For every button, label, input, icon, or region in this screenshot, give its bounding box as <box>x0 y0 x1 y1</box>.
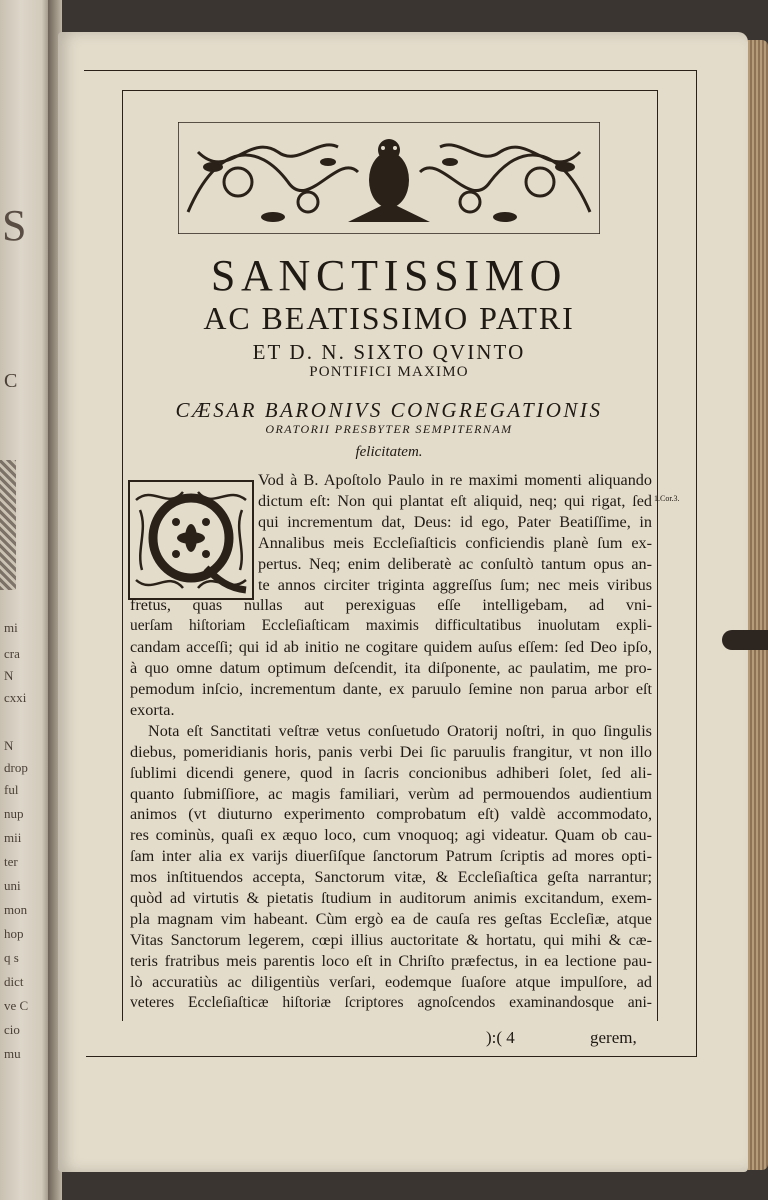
heading-line-1: SANCTISSIMO <box>210 251 568 300</box>
body-line: Vitas Sanctorum legerem, cœpi illius auctoritate & hortatu, qui mihi & cæ- <box>130 930 652 949</box>
facing-page-fragment: q s <box>4 950 19 965</box>
woodcut-headpiece <box>178 122 600 234</box>
dedication-line-2: ORATORII PRESBYTER SEMPITERNAM <box>265 422 513 436</box>
body-line: diebus, pomeridianis horis, panis verbi Dei ſic paruulis frangitur, vt non illo <box>130 742 652 761</box>
facing-page-fragment: ve C <box>4 998 29 1013</box>
facing-page-fragment: drop <box>4 760 28 775</box>
facing-page-fragment: hop <box>4 926 24 941</box>
heading-line-2: AC BEATISSIMO PATRI <box>203 300 575 336</box>
body-line: fretus, quas nullas aut perexiguas eſſe intelligebam, ad vni- <box>130 596 652 615</box>
body-line: ſublimi dicendi genere, quod in ſacris concionibus adhiberi ſolet, ſed ali- <box>130 763 652 782</box>
facing-page-ornament <box>0 460 16 590</box>
facing-page-fragment: mu <box>4 1046 21 1061</box>
facing-page-fragment: nup <box>4 806 24 821</box>
body-line: Nota eſt Sanctitati veſtræ vetus conſuetudo Oratorij noſtri, in quo ſingulis <box>148 721 652 740</box>
catchword: gerem, <box>590 1028 637 1047</box>
page-border-bottom <box>86 1056 696 1057</box>
body-line: lò accuratiùs ac diligentiùs verſari, eodemque ſuaſore atque impulſore, ad <box>130 972 652 991</box>
facing-page-fragment: cio <box>4 1022 20 1037</box>
facing-page-fragment: cxxi <box>4 690 27 705</box>
facing-page-fragment: ful <box>4 782 19 797</box>
body-line: veteres Eccleſiaſticæ hiſtoriæ ſcriptores agnoſcendos examinandosque ani- <box>130 993 652 1011</box>
body-line: qui incrementum dat, Deus: id ego, Pater Beatiſſime, in <box>258 512 652 531</box>
bookmark-tab <box>722 630 768 650</box>
body-line: exorta. <box>130 700 175 719</box>
decorated-initial-q <box>128 480 254 600</box>
body-line: animos (vt diuturno experimento comprobatum eſt) valdè accommodato, <box>130 805 652 824</box>
body-line: quanto ſubmiſſiore, ac magis familiari, verùm ad permouendos audientium <box>130 784 652 803</box>
facing-page-fragment: C <box>4 370 18 392</box>
facing-page-fragment: dict <box>4 974 24 989</box>
body-line: Vod à B. Apoſtolo Paulo in re maximi momenti aliquando <box>258 471 652 489</box>
body-line: ſam inter alia ex varijs diuerſiſque ſanctorum Patrum ſcriptis ad mores opti- <box>130 847 652 866</box>
body-line: Annalibus meis Eccleſiaſticis conficiendis planè ſum ex- <box>258 533 652 552</box>
body-line: uerſam hiſtoriam Eccleſiaſticam maximis difficultatibus inuolutam expli- <box>130 617 652 635</box>
facing-page-fragment: uni <box>4 878 21 893</box>
body-line: pla magnam vim habeant. Cùm ergò ea de cauſa res geſtas Eccleſiæ, atque <box>130 909 652 928</box>
body-line: mos inſtituendos accepta, Sanctorum vitæ, & Eccleſiaſtica geſta narrantur; <box>130 868 652 887</box>
heading-line-3: ET D. N. SIXTO QVINTO <box>252 340 526 364</box>
body-line: pemodum inſcio, incrementum dante, ex paruulo ſemine non parua arbor eſt <box>130 680 652 698</box>
body-line: à quo omne datum optimum deſcendit, ita diſponente, ac paulatim, me pro- <box>130 659 652 678</box>
body-line: res cominùs, quaſi ex æquo loco, cum vnoquoq; agi videatur. Quam ob cau- <box>130 826 652 845</box>
facing-page-fragment: cra <box>4 646 20 661</box>
facing-page-fragment: ter <box>4 854 18 869</box>
facing-page-fragment: N <box>4 738 14 753</box>
body-line: te annos circiter triginta aggreſſus ſum; nec meis viribus <box>258 575 652 594</box>
body-line: pertus. Neq; enim deliberatè ac conſultò tantum opus an- <box>258 554 652 573</box>
facing-page-fragment: N <box>4 668 14 683</box>
facing-page-left <box>0 0 52 1200</box>
facing-page-fragment: mon <box>4 902 28 917</box>
body-line: candam acceſſi; qui id ab initio ne cogitare quidem auſus eſſem: ſed Deo ipſo, <box>130 638 652 657</box>
dedication-line-3: felicitatem. <box>355 444 423 460</box>
body-line: quòd ad virtutis & pietatis ſtudium in auditorum animis excitandum, exem- <box>130 889 652 907</box>
dedication-line-1: CÆSAR BARONIVS CONGREGATIONIS <box>175 398 603 422</box>
marginal-note: 1.Cor.3. <box>654 494 680 503</box>
facing-page-fragment: mi <box>4 620 18 635</box>
facing-page-fragment: S <box>2 201 27 250</box>
heading-line-4: PONTIFICI MAXIMO <box>309 364 469 380</box>
signature-mark: ):( 4 <box>486 1028 515 1047</box>
body-line: dictum eſt: Non qui plantat eſt aliquid, neq; qui rigat, ſed <box>258 491 652 510</box>
body-line: teris fratribus meis parentis loco eſt in Chriſto præfectus, in ea lectione pau- <box>130 951 652 970</box>
facing-page-fragment: mii <box>4 830 22 845</box>
